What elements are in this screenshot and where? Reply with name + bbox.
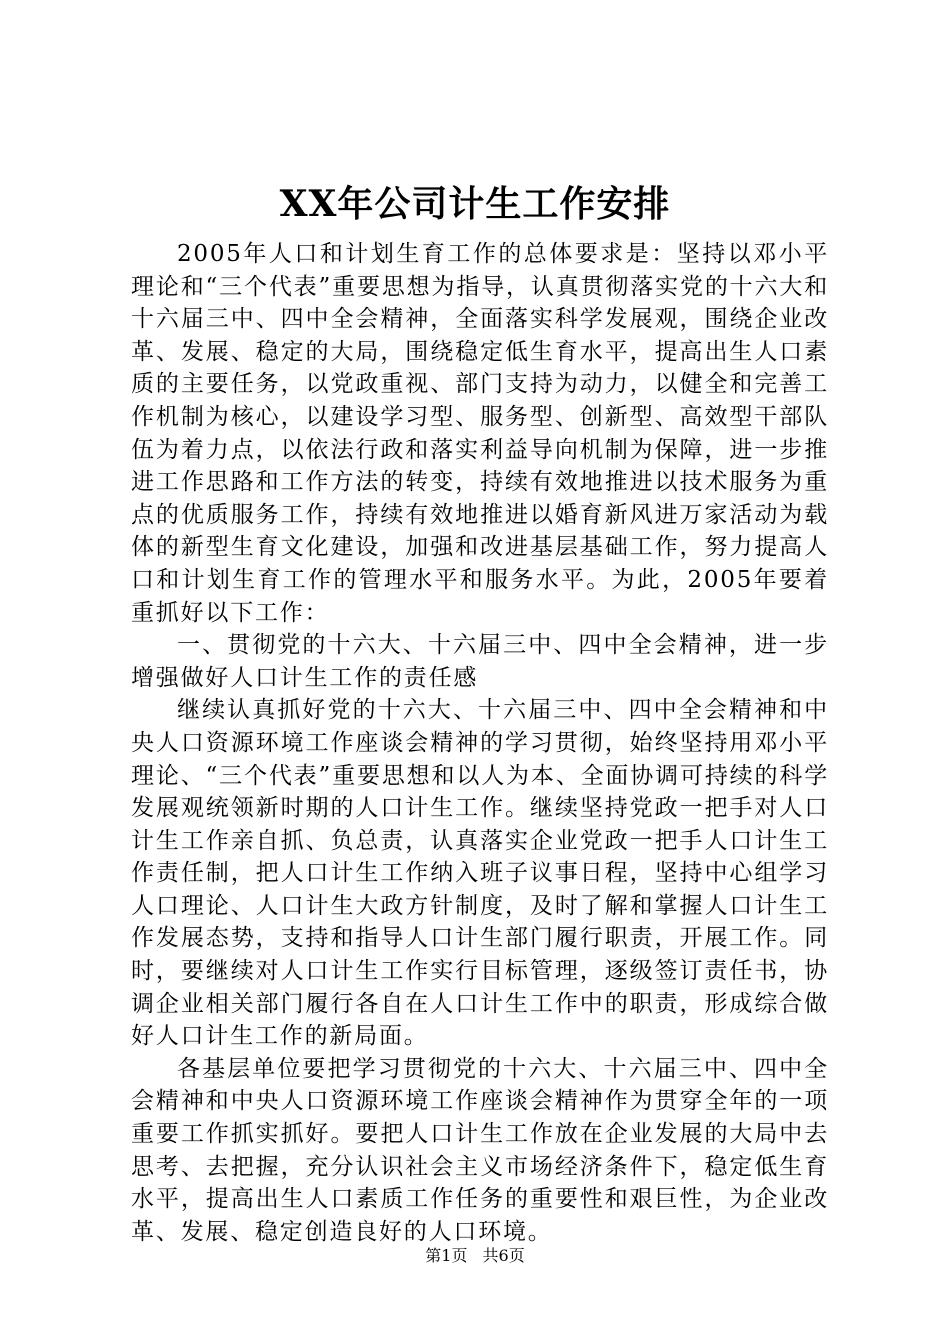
- paragraph-study-implementation: 继续认真抓好党的十六大、十六届三中、四中全会精神和中央人口资源环境工作座谈会精神的学习贯彻，始终坚持用邓小平理论、“三个代表”重要思想和以人为本、全面协调可持续的科学发展观统领新时期的人口计生工作。继续坚持党政一把手对人口计生工作亲自抓、负总责，认真落实企业党政一把手人口计生工作责任制，把人口计生工作纳入班子议事日程，坚持中心组学习人口理论、人口计生大政方针制度，及时了解和掌握人口计生工作发展态势，支持和指导人口计生部门履行职责，开展工作。同时，要继续对人口计生工作实行目标管理，逐级签订责任书，协调企业相关部门履行各自在人口计生工作中的职责，形成综合做好人口计生工作的新局面。: [131, 697, 829, 1050]
- paragraph-general-requirements: 2005年人口和计划生育工作的总体要求是：坚持以邓小平理论和“三个代表”重要思想为指导，认真贯彻落实党的十六大和十六届三中、四中全会精神，全面落实科学发展观，围绕企业改革、发展、稳定的大局，围绕稳定低生育水平，提高出生人口素质的主要任务，以党政重视、部门支持为动力，以健全和完善工作机制为核心，以建设学习型、服务型、创新型、高效型干部队伍为着力点，以依法行政和落实利益导向机制为保障，进一步推进工作思路和工作方法的转变，持续有效地推进以技术服务为重点的优质服务工作，持续有效地推进以婚育新风进万家活动为载体的新型生育文化建设，加强和改进基层基础工作，努力提高人口和计划生育工作的管理水平和服务水平。为此，2005年要着重抓好以下工作：: [131, 241, 829, 626]
- section-heading-1: 一、贯彻党的十六大、十六届三中、四中全会精神，进一步增强做好人口计生工作的责任感: [131, 632, 829, 691]
- document-title: XX年公司计生工作安排: [279, 183, 671, 225]
- page-number: 第1页: [425, 1246, 468, 1265]
- paragraph-grassroots-units: 各基层单位要把学习贯彻党的十六大、十六届三中、四中全会精神和中央人口资源环境工作座谈会精神作为贯穿全年的一项重要工作抓实抓好。要把人口计生工作放在企业发展的大局中去思考、去把握，充分认识社会主义市场经济条件下，稳定低生育水平，提高出生人口素质工作任务的重要性和艰巨性，为企业改革、发展、稳定创造良好的人口环境。: [131, 1055, 829, 1245]
- document-body: [131, 238, 829, 1248]
- page-footer: [0, 1245, 950, 1267]
- page-total: 共6页: [482, 1246, 525, 1265]
